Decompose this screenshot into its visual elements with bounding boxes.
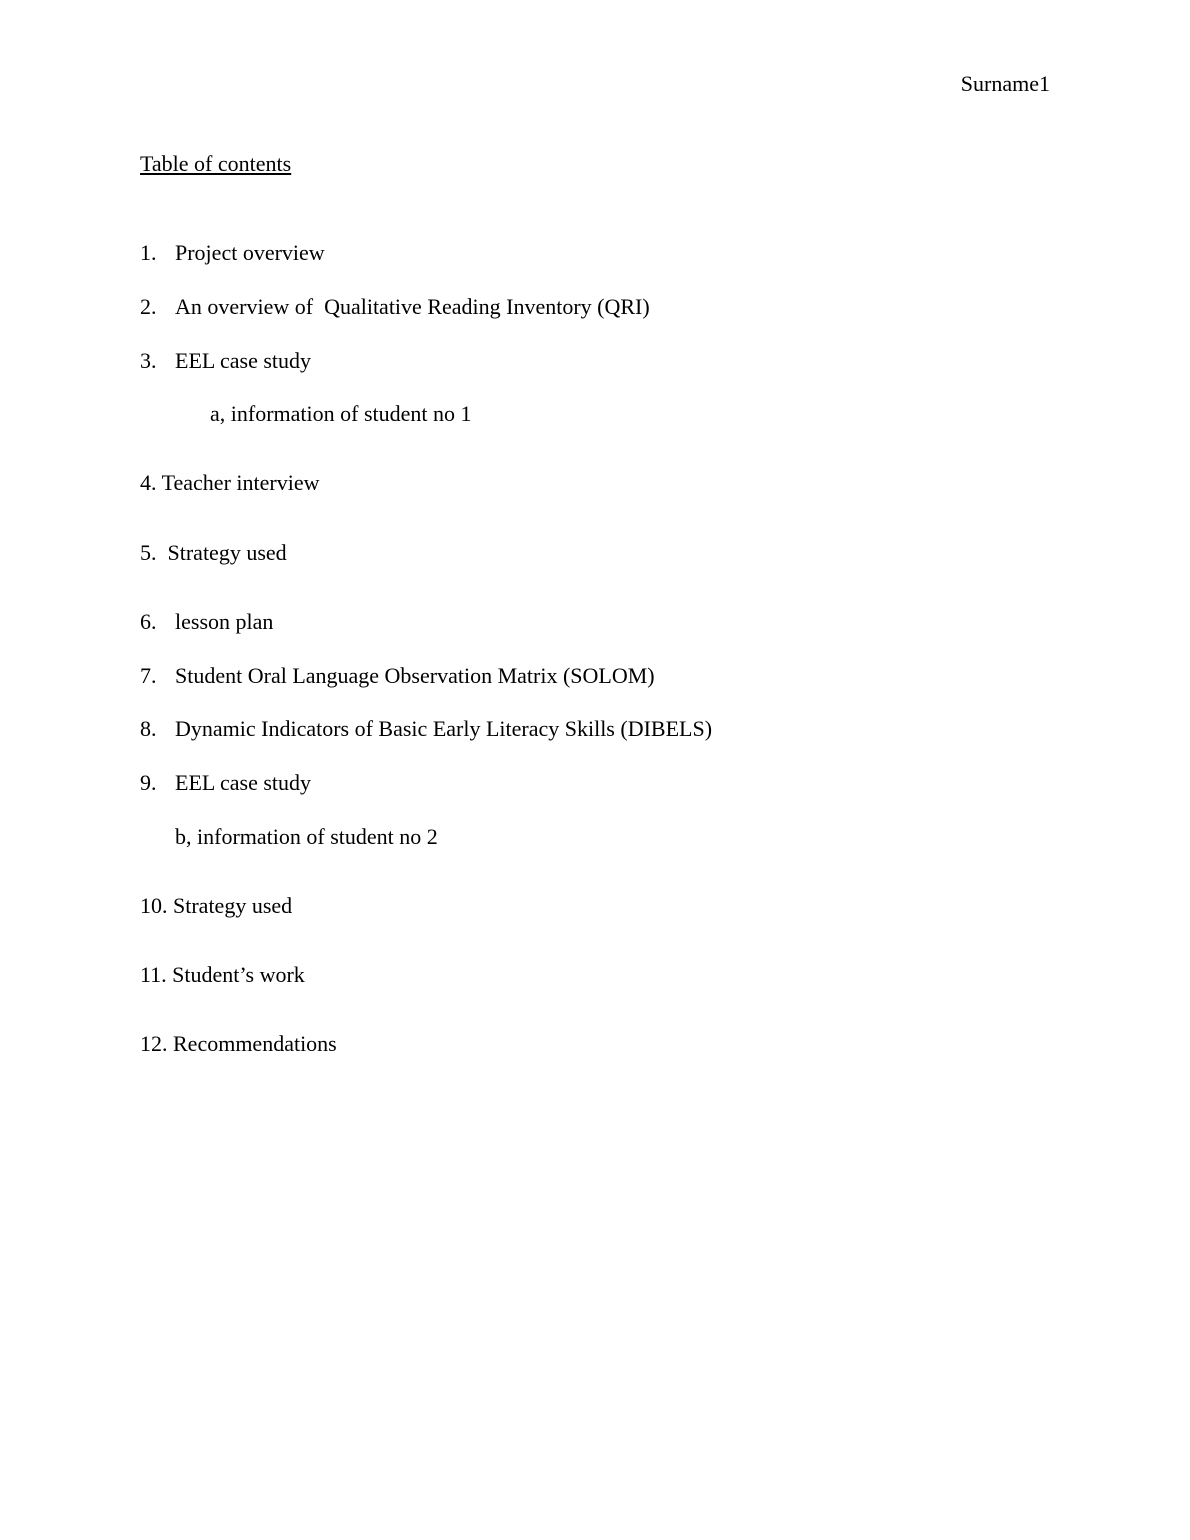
toc-subitem-3a: a, information of student no 1 [210, 401, 472, 426]
toc-item-6 [140, 608, 273, 636]
toc-item-label: EEL case study [175, 348, 312, 373]
toc-item-label: lesson plan [175, 609, 274, 634]
toc-item-number: 6. [140, 609, 157, 634]
toc-item-5: 5. Strategy used [140, 540, 287, 565]
toc-item-9 [140, 769, 311, 797]
toc-item-number: 3. [140, 348, 157, 373]
toc-item-4: 4. Teacher interview [140, 470, 320, 495]
toc-item-number: 7. [140, 663, 157, 688]
toc-item-12: 12. Recommendations [140, 1031, 337, 1056]
toc-title: Table of contents [140, 151, 292, 176]
toc-item-3 [140, 347, 311, 375]
toc-item-number: 2. [140, 294, 157, 319]
toc-item-number: 8. [140, 716, 157, 741]
toc-item-number: 1. [140, 240, 157, 265]
toc-item-8 [140, 715, 712, 743]
toc-item-label: EEL case study [175, 770, 312, 795]
running-head: Surname1 [960, 71, 1050, 96]
toc-item-7 [140, 662, 655, 690]
toc-item-1 [140, 239, 325, 267]
toc-item-label: Project overview [175, 240, 325, 265]
toc-item-label: Dynamic Indicators of Basic Early Literacy Skills (DIBELS) [175, 716, 713, 741]
toc-item-11: 11. Student’s work [140, 962, 305, 987]
toc-item-10: 10. Strategy used [140, 893, 293, 918]
toc-item-label: Student Oral Language Observation Matrix (SOLOM) [175, 663, 655, 688]
toc-item-number: 9. [140, 770, 157, 795]
toc-item-label: An overview of Qualitative Reading Inventory (QRI) [175, 294, 650, 319]
toc-subitem-9b: b, information of student no 2 [175, 824, 438, 849]
toc-item-2 [140, 293, 650, 321]
